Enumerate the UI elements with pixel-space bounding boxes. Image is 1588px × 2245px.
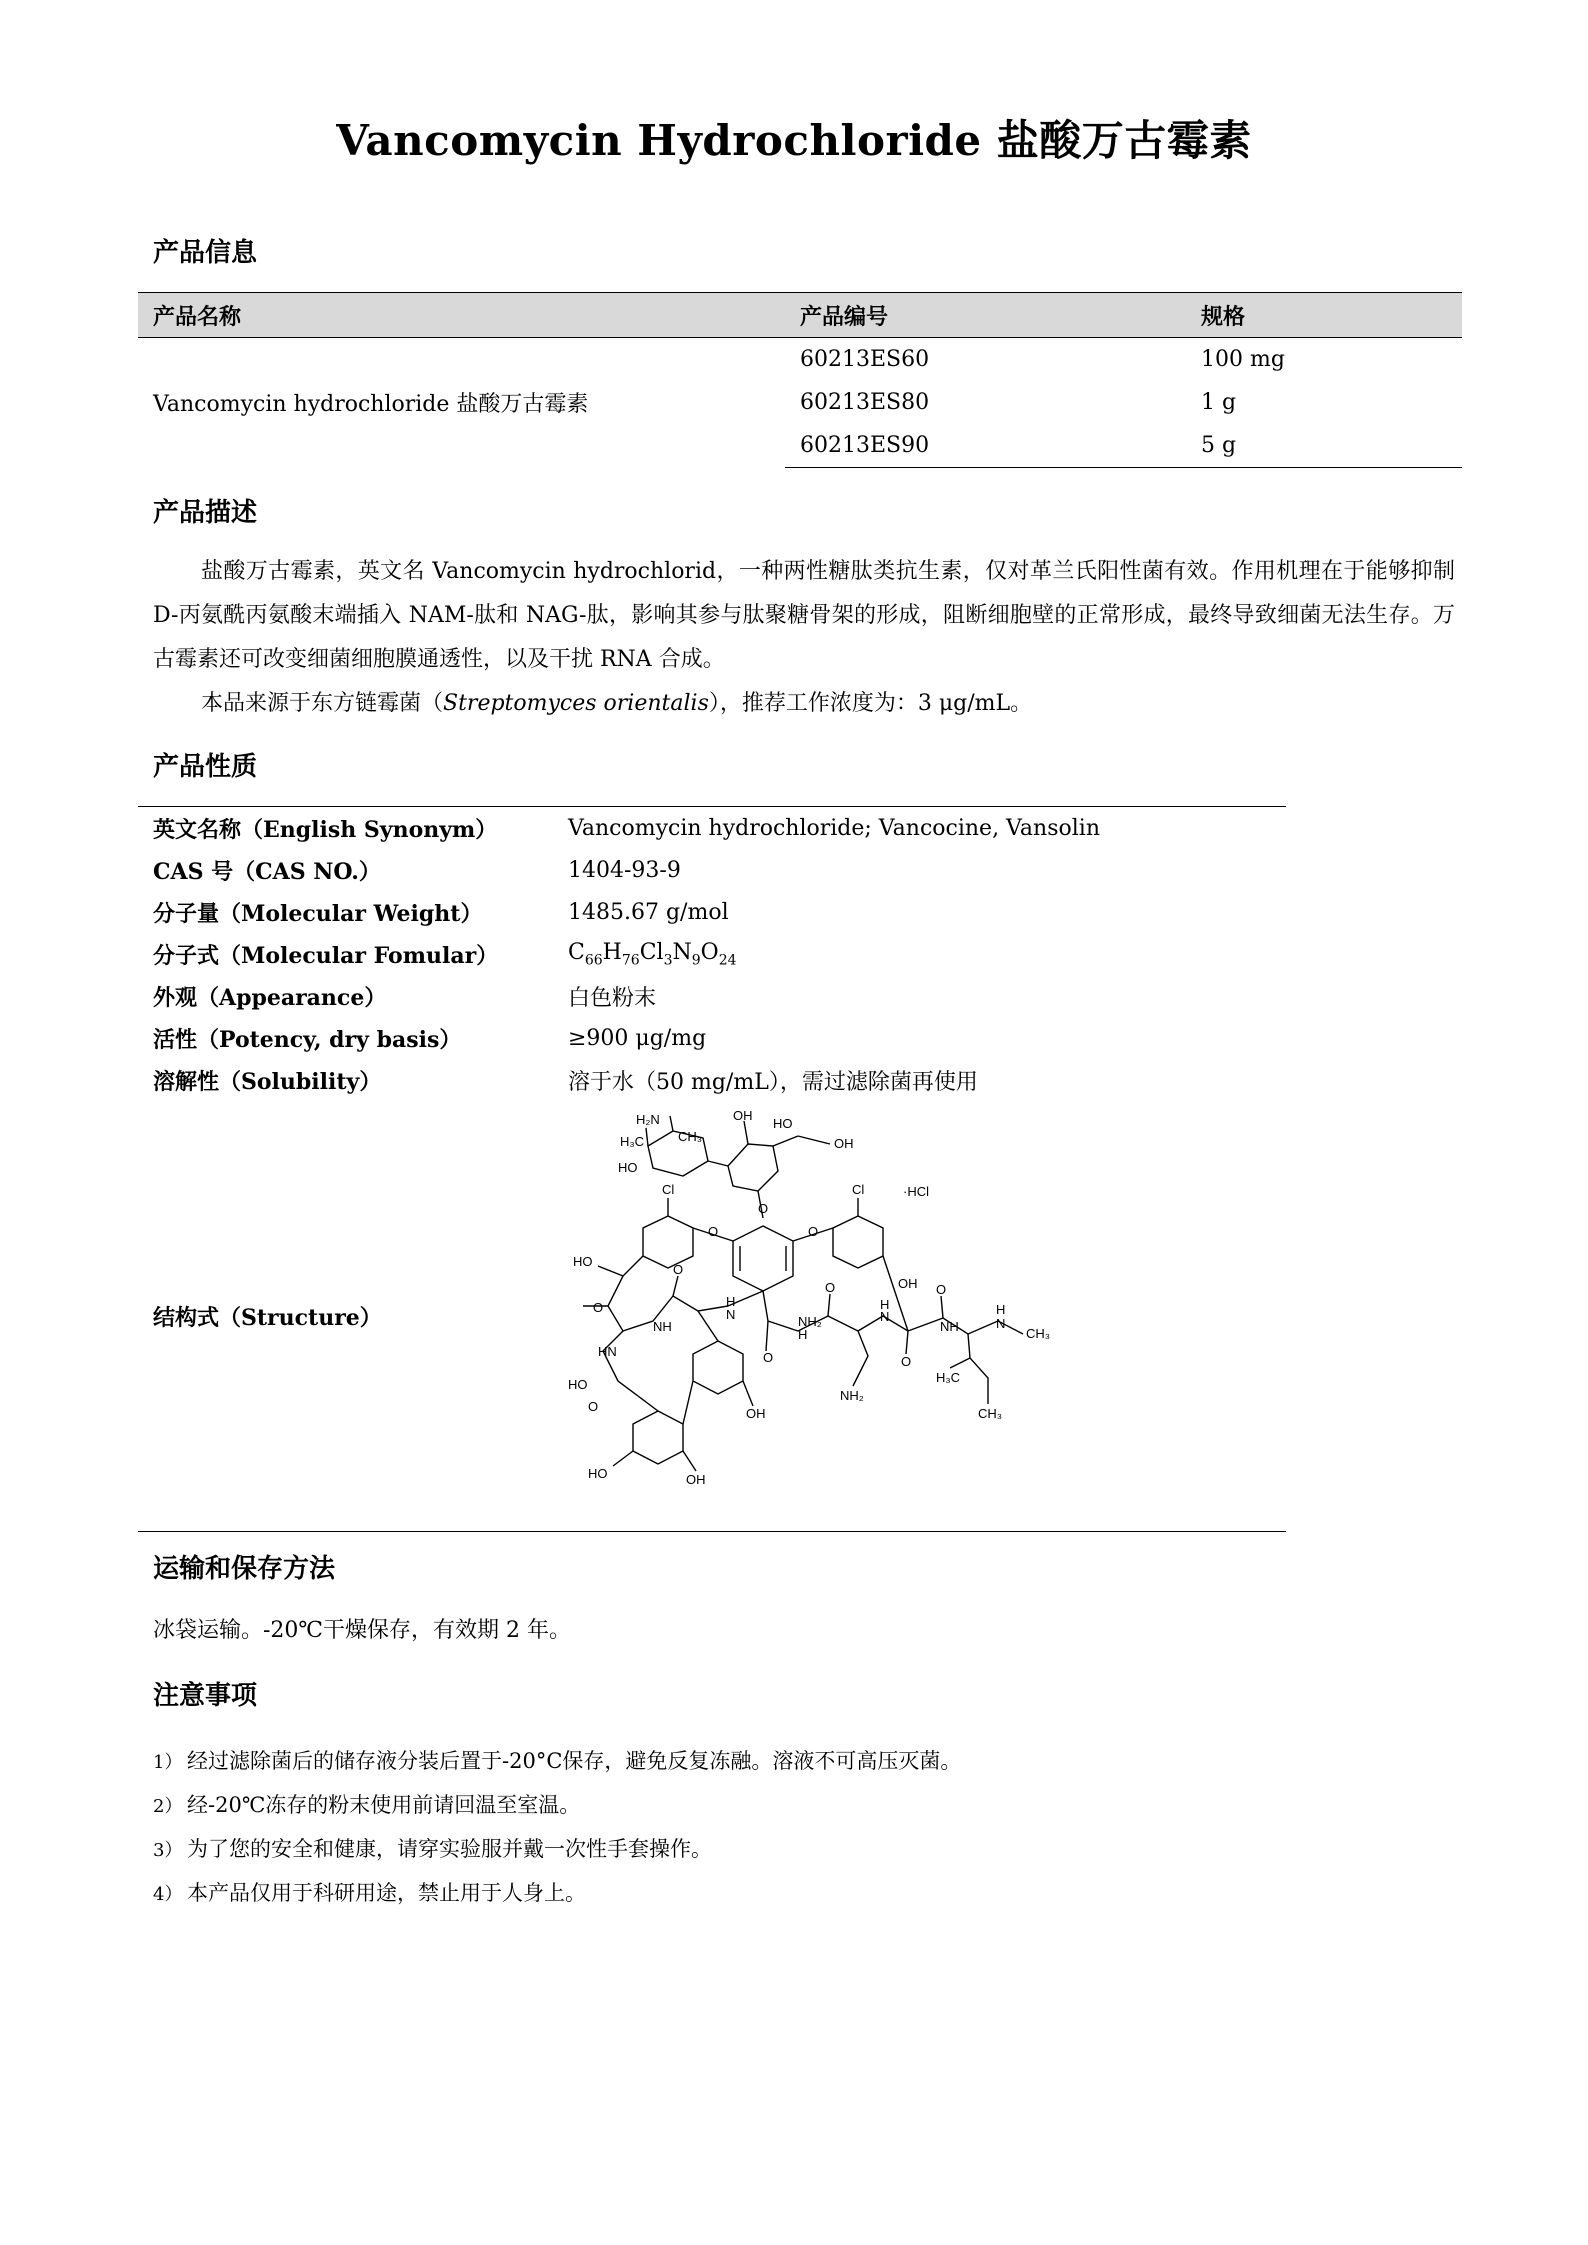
section-heading-properties: 产品性质 xyxy=(153,752,258,782)
table-header-row xyxy=(138,293,1462,338)
note-text: 本产品仅用于科研用途，禁止用于人身上。 xyxy=(187,1881,586,1905)
atom-label: HO xyxy=(588,1466,608,1481)
atom-label: N xyxy=(996,1316,1006,1331)
atom-label: H xyxy=(798,1327,808,1342)
property-row xyxy=(138,849,1286,891)
molecular-formula xyxy=(553,933,1286,975)
atom-label: OH xyxy=(733,1108,753,1123)
section-heading-storage: 运输和保存方法 xyxy=(153,1554,336,1584)
formula-element: N xyxy=(672,939,692,965)
formula-count: 24 xyxy=(718,952,737,969)
list-item xyxy=(153,1828,961,1872)
note-number: 3） xyxy=(153,1840,183,1861)
atom-label: OH xyxy=(746,1406,766,1421)
note-number: 2） xyxy=(153,1796,183,1817)
property-row xyxy=(138,1017,1286,1059)
atom-label: OH xyxy=(686,1472,706,1487)
product-size-cell: 5 g xyxy=(1186,424,1462,468)
property-label: 结构式（Structure） xyxy=(138,1101,553,1532)
property-value: 溶于水（50 mg/mL），需过滤除菌再使用 xyxy=(568,1069,978,1095)
note-number: 1） xyxy=(153,1752,183,1773)
property-label: 分子量（Molecular Weight） xyxy=(153,900,483,927)
atom-label: ·HCl xyxy=(903,1184,929,1199)
atom-label: O xyxy=(673,1262,684,1277)
property-value: 1485.67 g/mol xyxy=(568,899,729,925)
section-heading-notes: 注意事项 xyxy=(153,1681,258,1711)
atom-label: O xyxy=(763,1350,774,1365)
property-label: 英文名称（English Synonym） xyxy=(138,807,553,850)
atom-label: O xyxy=(901,1354,912,1369)
atom-label: HO xyxy=(618,1160,638,1175)
product-code-cell: 60213ES80 xyxy=(800,390,930,415)
formula-count: 9 xyxy=(691,952,701,969)
notes-list xyxy=(153,1740,961,1916)
list-item xyxy=(153,1784,961,1828)
property-value: ≥900 μg/mg xyxy=(568,1025,707,1051)
atom-label: O xyxy=(936,1282,947,1297)
property-row xyxy=(138,975,1286,1017)
property-value: Vancomycin hydrochloride; Vancocine, Vansolin xyxy=(553,807,1286,850)
properties-table xyxy=(138,806,1286,1532)
atom-label: H₃C xyxy=(620,1134,645,1149)
atom-label: H₃C xyxy=(936,1370,961,1385)
atom-label: NH xyxy=(940,1319,959,1334)
note-text: 经-20℃冻存的粉末使用前请回温至室温。 xyxy=(187,1793,581,1817)
property-label: 外观（Appearance） xyxy=(153,984,387,1011)
atom-label: H xyxy=(996,1302,1006,1317)
property-row-structure xyxy=(138,1101,1286,1532)
atom-label: O xyxy=(593,1300,604,1315)
atom-label: Cl xyxy=(662,1182,675,1197)
structure-cell xyxy=(553,1101,1286,1532)
description-paragraph-source xyxy=(153,682,1455,726)
atom-label: O xyxy=(758,1201,769,1216)
atom-label: OH xyxy=(834,1136,854,1151)
property-label: 活性（Potency, dry basis） xyxy=(153,1026,462,1053)
property-value: 白色粉末 xyxy=(568,985,657,1011)
atom-label: Cl xyxy=(852,1182,865,1197)
property-label: 分子式（Molecular Fomular） xyxy=(153,942,499,969)
atom-label: O xyxy=(708,1224,719,1239)
atom-label: HO xyxy=(568,1377,588,1392)
description-paragraph: 盐酸万古霉素，英文名 Vancomycin hydrochlorid，一种两性糖肽类抗生素，仅对革兰氏阳性菌有效。作用机理在于能够抑制 D-丙氨酰丙氨酸末端插入 NAM-肽和 NAG-肽，影响其参与肽聚糖骨架的形成，阻断细胞壁的正常形成，最终导致细菌无法生存。万古霉素还可改变细菌细胞膜通透性，以及干扰 RNA 合成。 xyxy=(153,559,1455,672)
section-heading-info: 产品信息 xyxy=(153,238,258,268)
note-number: 4） xyxy=(153,1884,183,1905)
atom-label: HO xyxy=(773,1116,793,1131)
table-row xyxy=(138,338,1462,382)
property-row xyxy=(138,807,1286,850)
header-code: 产品编号 xyxy=(785,293,1186,338)
note-text: 经过滤除菌后的储存液分装后置于-20°C保存，避免反复冻融。溶液不可高压灭菌。 xyxy=(187,1749,962,1773)
formula-element: H xyxy=(602,939,622,965)
atom-label: N xyxy=(880,1309,890,1324)
atom-label: O xyxy=(588,1399,599,1414)
atom-label: NH xyxy=(653,1319,672,1334)
atom-label: NH₂ xyxy=(798,1314,822,1329)
property-row xyxy=(138,1059,1286,1101)
description-block xyxy=(153,550,1455,726)
formula-element: C xyxy=(568,939,585,965)
formula-count: 76 xyxy=(621,952,640,969)
property-label: 溶解性（Solubility） xyxy=(153,1068,382,1095)
atom-label: NH₂ xyxy=(840,1388,864,1403)
note-text: 为了您的安全和健康，请穿实验服并戴一次性手套操作。 xyxy=(187,1837,712,1861)
page-title: Vancomycin Hydrochloride 盐酸万古霉素 xyxy=(336,116,1252,165)
formula-element: Cl xyxy=(639,939,664,965)
atom-label: N xyxy=(726,1307,736,1322)
product-info-table xyxy=(138,292,1462,468)
section-heading-description: 产品描述 xyxy=(153,498,258,528)
property-value: 1404-93-9 xyxy=(568,857,681,883)
atom-label: OH xyxy=(898,1276,918,1291)
atom-label: HN xyxy=(598,1344,617,1359)
list-item xyxy=(153,1872,961,1916)
species-name: Streptomyces orientalis xyxy=(443,691,709,716)
product-code-cell: 60213ES60 xyxy=(800,347,930,372)
atom-label: H xyxy=(726,1294,736,1309)
formula-count: 66 xyxy=(584,952,603,969)
formula-count: 3 xyxy=(663,952,673,969)
product-size-cell: 100 mg xyxy=(1201,347,1285,372)
property-row xyxy=(138,933,1286,975)
source-text: 本品来源于东方链霉菌（ xyxy=(201,691,444,716)
atom-label: O xyxy=(808,1224,819,1239)
atom-label: HO xyxy=(573,1254,593,1269)
header-name: 产品名称 xyxy=(138,293,785,338)
storage-text: 冰袋运输。-20℃干燥保存，有效期 2 年。 xyxy=(153,1618,572,1643)
atom-label: H₂N xyxy=(636,1112,660,1127)
product-code-cell: 60213ES90 xyxy=(785,424,1186,468)
list-item xyxy=(153,1740,961,1784)
product-size-cell: 1 g xyxy=(1201,390,1237,415)
atom-label: O xyxy=(825,1280,836,1295)
atom-label: CH₃ xyxy=(1026,1326,1051,1341)
product-name-cell: Vancomycin hydrochloride 盐酸万古霉素 xyxy=(153,392,589,418)
atom-label: CH₃ xyxy=(678,1129,703,1144)
concentration-text: ），推荐工作浓度为：3 μg/mL。 xyxy=(708,691,1033,716)
vancomycin-structure-diagram xyxy=(568,1106,1128,1526)
property-label: CAS 号（CAS NO.） xyxy=(153,858,381,885)
formula-element: O xyxy=(700,939,719,965)
property-row xyxy=(138,891,1286,933)
header-size: 规格 xyxy=(1186,293,1462,338)
atom-label: H xyxy=(880,1297,890,1312)
atom-label: CH₃ xyxy=(978,1406,1003,1421)
